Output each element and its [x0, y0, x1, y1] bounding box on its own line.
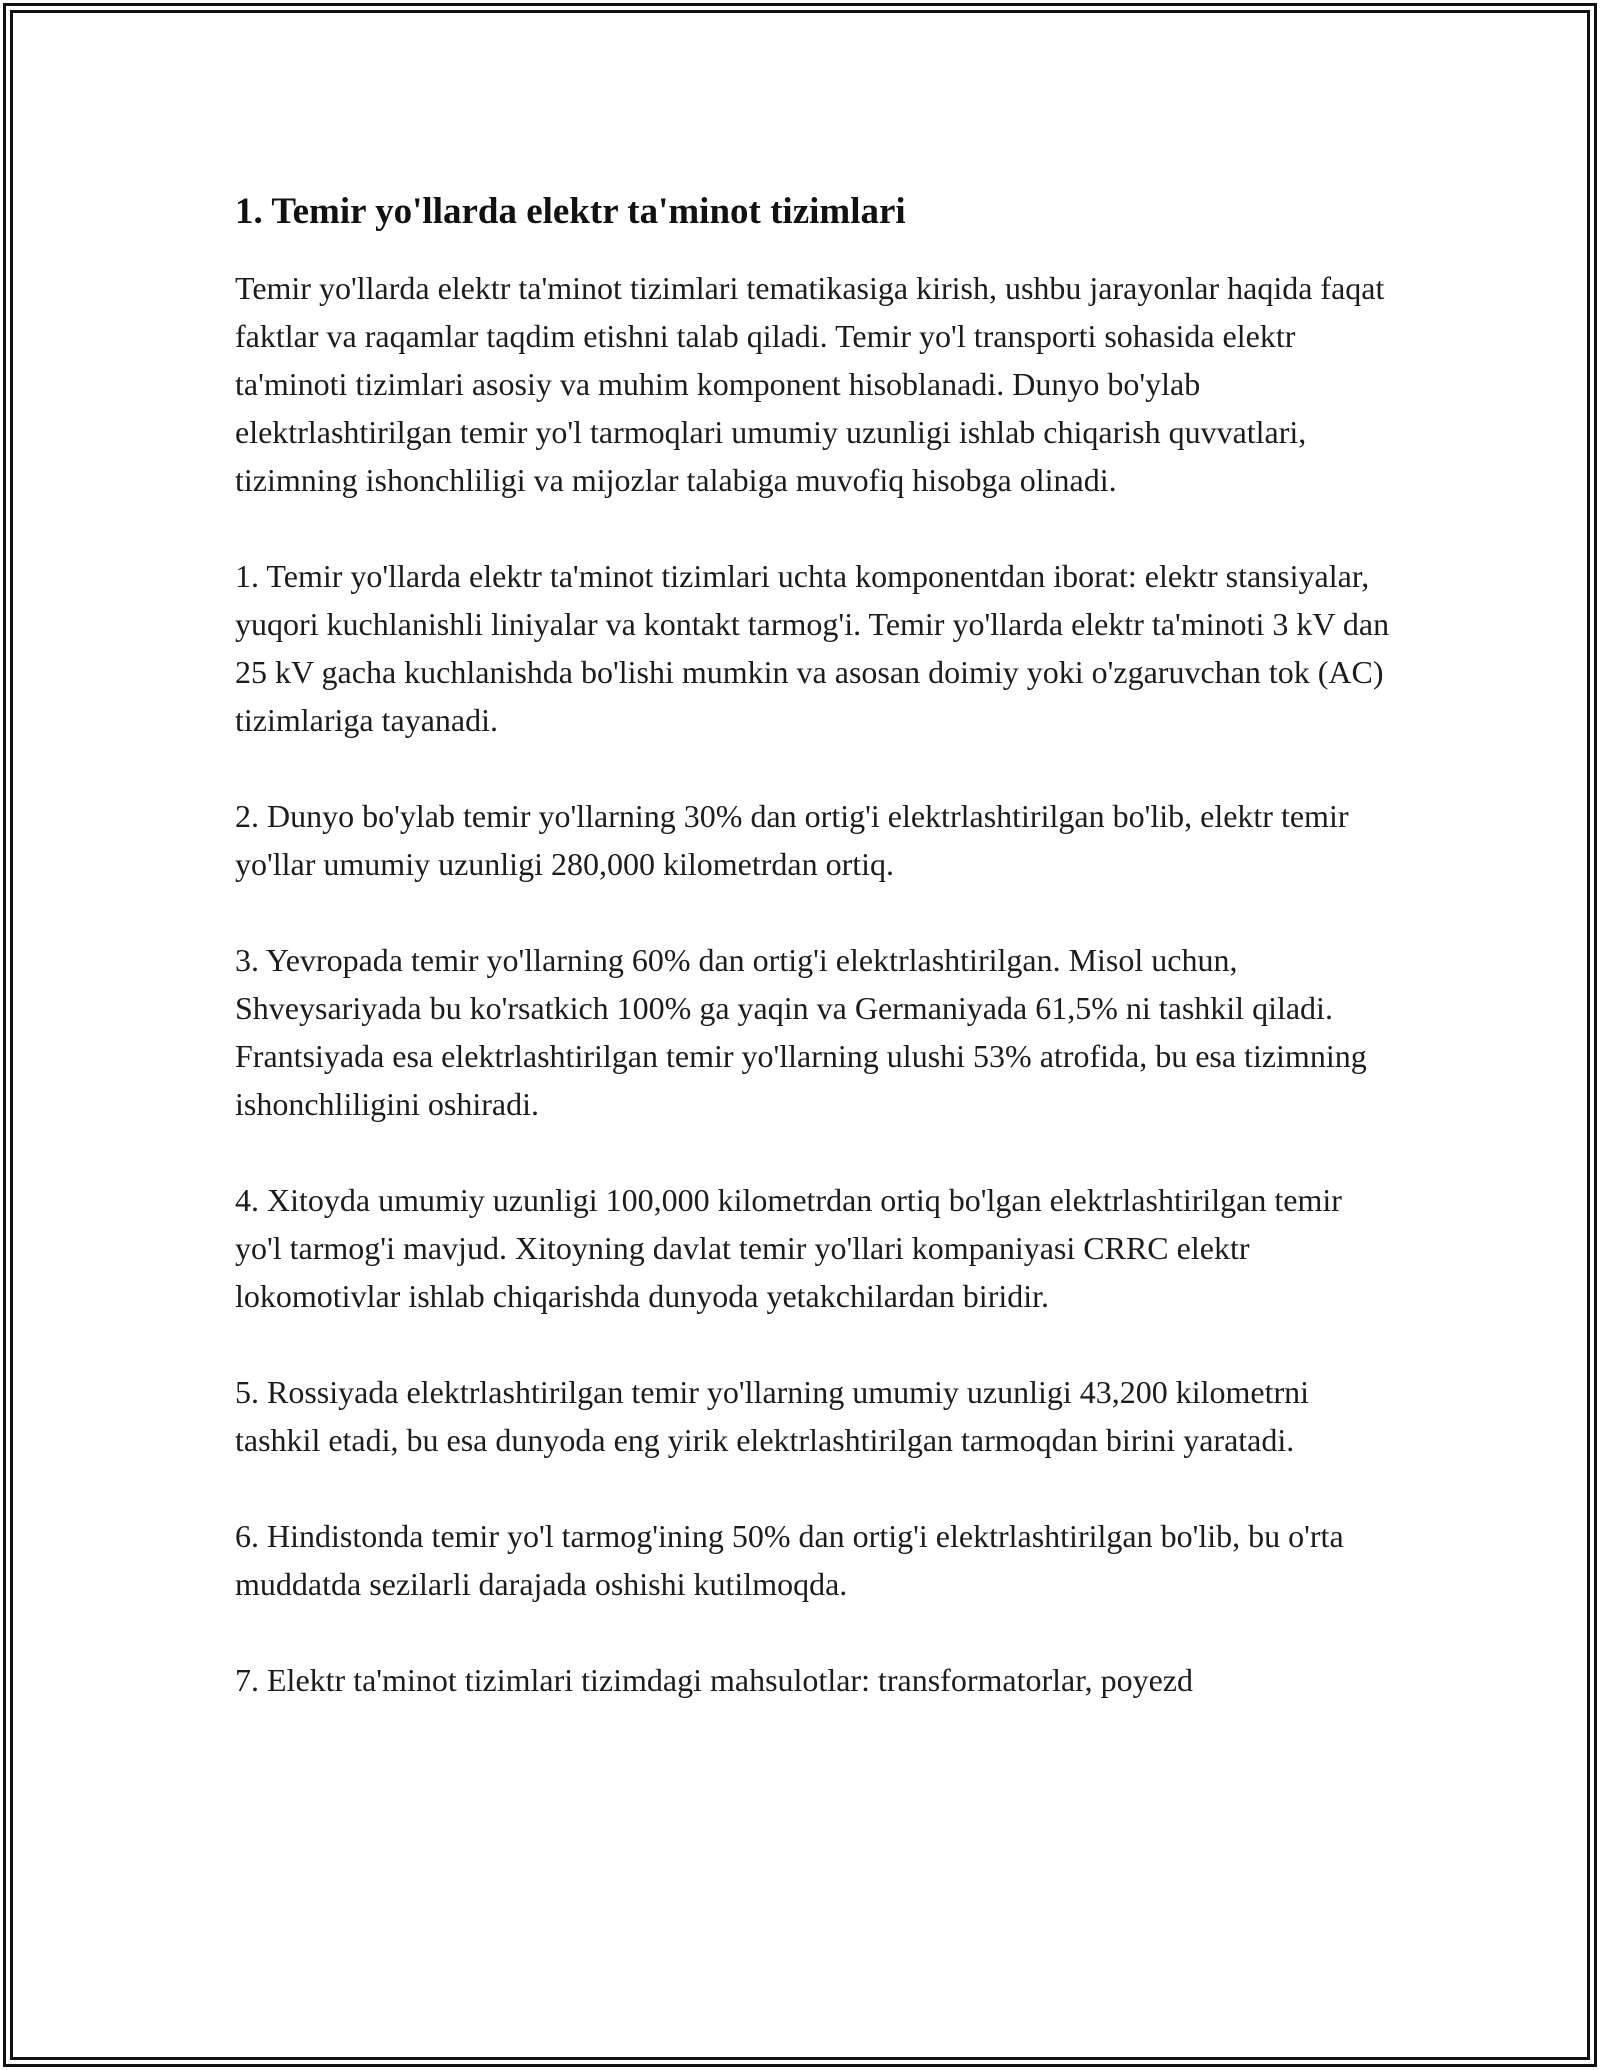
fact-paragraph-1: 1. Temir yo'llarda elektr ta'minot tizimlari uchta komponentdan iborat: elektr stansiyalar, yuqori kuchlanishli liniyalar va kontakt tarmog'i. Temir yo'llarda elektr ta'minoti 3 kV dan 25 kV gacha kuchlanishda bo'lishi mumkin va asosan doimiy yoki o'zgaruvchan tok (AC) tizimlariga tayanadi. [235, 558, 1390, 738]
fact-paragraph-7: 7. Elektr ta'minot tizimlari tizimdagi mahsulotlar: transformatorlar, poyezd [235, 1662, 1193, 1698]
fact-paragraph-3: 3. Yevropada temir yo'llarning 60% dan ortig'i elektrlashtirilgan. Misol uchun, Shveysariyada bu ko'rsatkich 100% ga yaqin va Germaniyada 61,5% ni tashkil qiladi. Frantsiyada esa elektrlashtirilgan temir yo'llarning ulushi 53% atrofida, bu esa tizimning ishonchliligini oshiradi. [235, 942, 1367, 1122]
document-body [235, 188, 1395, 1752]
fact-paragraph-5: 5. Rossiyada elektrlashtirilgan temir yo'llarning umumiy uzunligi 43,200 kilometrni tashkil etadi, bu esa dunyoda eng yirik elektrlashtirilgan tarmoqdan birini yaratadi. [235, 1374, 1310, 1458]
fact-paragraph-2: 2. Dunyo bo'ylab temir yo'llarning 30% dan ortig'i elektrlashtirilgan bo'lib, elektr temir yo'llar umumiy uzunligi 280,000 kilometrdan ortiq. [235, 798, 1349, 882]
document-title: 1. Temir yo'llarda elektr ta'minot tizimlari [235, 191, 906, 232]
fact-paragraph-6: 6. Hindistonda temir yo'l tarmog'ining 50% dan ortig'i elektrlashtirilgan bo'lib, bu o'rta muddatda sezilarli darajada oshishi kutilmoqda. [235, 1518, 1344, 1602]
intro-paragraph: Temir yo'llarda elektr ta'minot tizimlari tematikasiga kirish, ushbu jarayonlar haqida faqat faktlar va raqamlar taqdim etishni talab qiladi. Temir yo'l transporti sohasida elektr ta'minoti tizimlari asosiy va muhim komponent hisoblanadi. Dunyo bo'ylab elektrlashtirilgan temir yo'l tarmoqlari umumiy uzunligi ishlab chiqarish quvvatlari, tizimning ishonchliligi va mijozlar talabiga muvofiq hisobga olinadi. [235, 270, 1385, 498]
fact-paragraph-4: 4. Xitoyda umumiy uzunligi 100,000 kilometrdan ortiq bo'lgan elektrlashtirilgan temir yo'l tarmog'i mavjud. Xitoyning davlat temir yo'llari kompaniyasi CRRC elektr lokomotivlar ishlab chiqarishda dunyoda yetakchilardan biridir. [235, 1182, 1342, 1314]
